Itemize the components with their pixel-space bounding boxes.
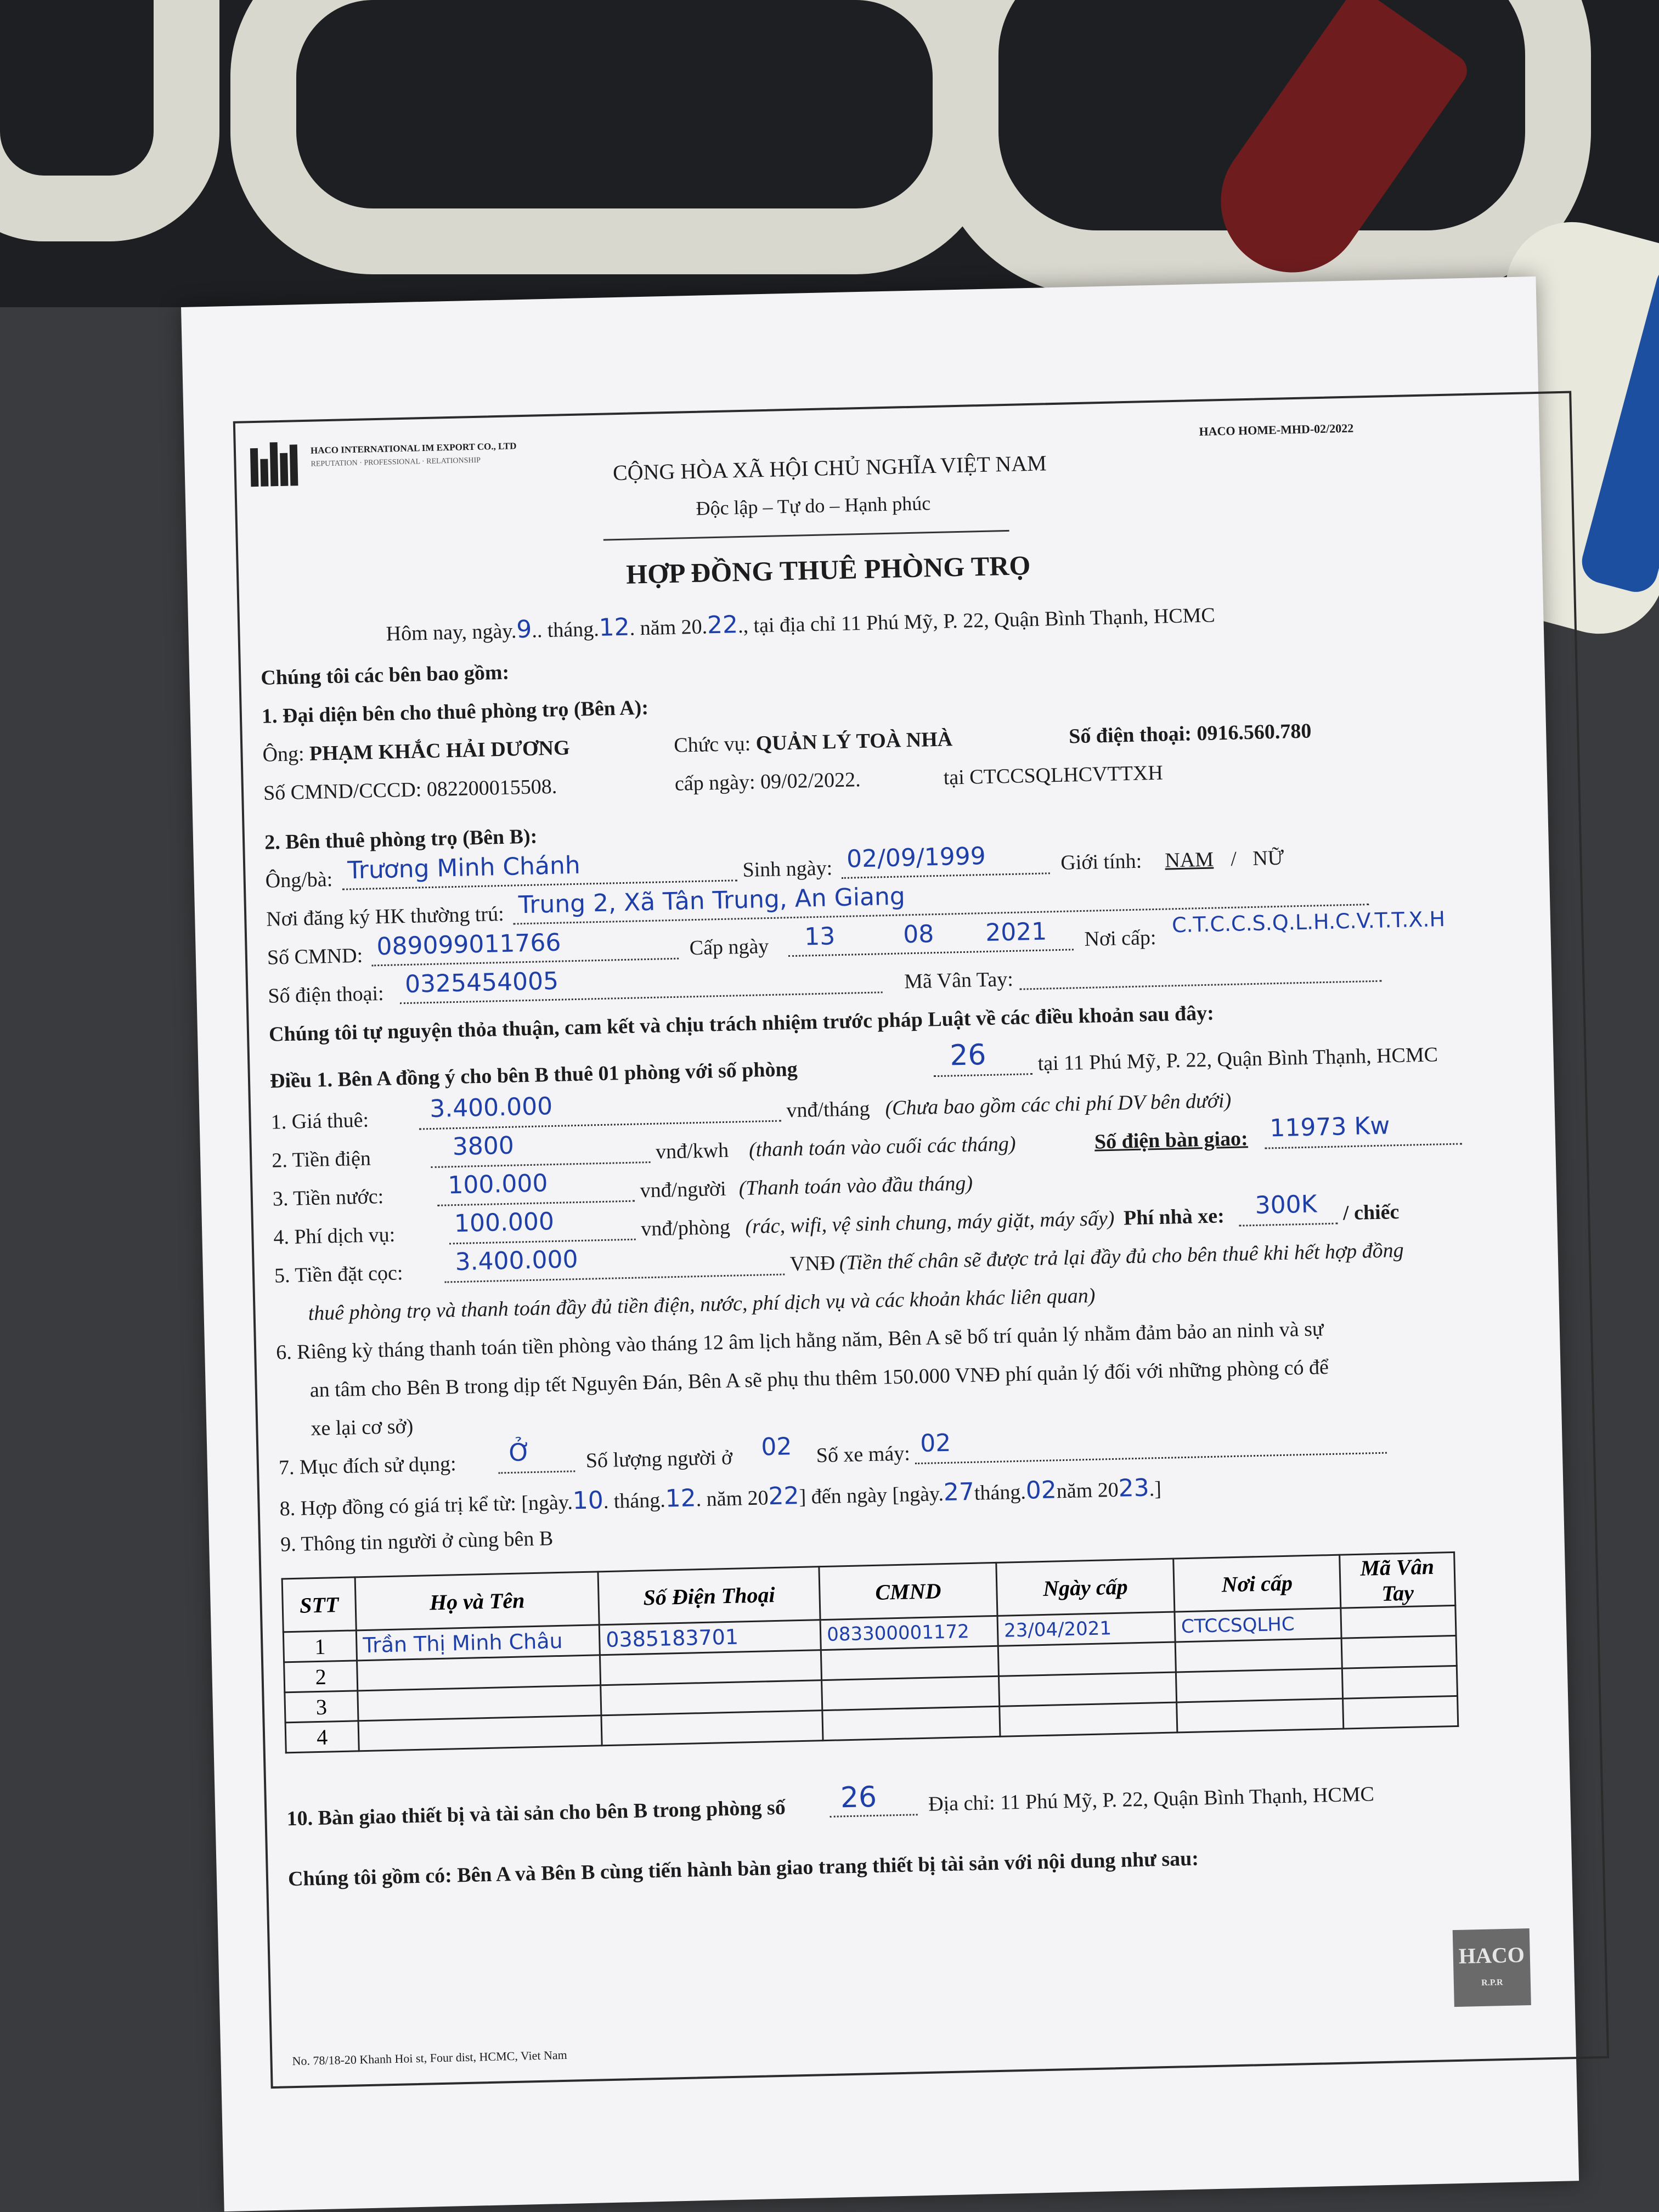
footer-address: No. 78/18-20 Khanh Hoi st, Four dist, HCMC, Viet Nam: [292, 2047, 567, 2068]
water-value: 100.000: [447, 1169, 548, 1200]
intro-month: 12: [599, 613, 630, 642]
purpose-value: Ở: [508, 1438, 532, 1467]
rent-label: 1. Giá thuê:: [270, 1108, 369, 1134]
agreement-text: Chúng tôi tự nguyện thỏa thuận, cam kết và chịu trách nhiệm trước pháp Luật về các điều khoản sau đây:: [268, 1001, 1215, 1046]
cell-issued-date: [1000, 1702, 1177, 1736]
party-b-issued-year: 2021: [985, 917, 1047, 947]
vehicles-value: 02: [919, 1429, 951, 1458]
page-title: HỢP ĐỒNG THUÊ PHÒNG TRỌ: [625, 550, 1031, 590]
cell-fingerprint: [1341, 1635, 1457, 1668]
term-end-month: 02: [1025, 1476, 1057, 1505]
party-b-gender-label: Giới tính:: [1060, 849, 1142, 874]
party-b-issued-place: C.T.C.C.S.Q.L.H.C.V.T.T.X.H: [1171, 907, 1446, 938]
cell-stt: 4: [285, 1721, 359, 1753]
deposit-value: 3.400.000: [455, 1245, 579, 1277]
haco-stamp-text: HACO: [1458, 1942, 1525, 1968]
party-b-phone-label: Số điện thoại:: [268, 981, 385, 1008]
party-a-heading: 1. Đại diện bên cho thuê phòng trọ (Bên A):: [261, 696, 649, 728]
term-start-year: 22: [768, 1482, 800, 1511]
meter-label: Số điện bàn giao:: [1094, 1127, 1249, 1154]
service-note: (rác, wifi, vệ sinh chung, máy giặt, máy sấy): [744, 1206, 1115, 1239]
article1-p1: Điều 1. Bên A đồng ý cho bên B thuê 01 phòng với số phòng: [269, 1057, 798, 1093]
occupants-label: 9. Thông tin người ở cùng bên B: [280, 1527, 554, 1556]
party-b-gender-female: NỮ: [1252, 846, 1284, 870]
parking-label: Phí nhà xe:: [1123, 1204, 1225, 1230]
party-a-place: tại CTCCSQLHCVTTXH: [943, 761, 1164, 789]
term-end-day: 27: [943, 1477, 975, 1507]
col-issued-date: Ngày cấp: [996, 1559, 1175, 1616]
party-a-phone: Số điện thoại: 0916.560.780: [1068, 719, 1312, 748]
cell-name: [357, 1655, 601, 1691]
col-issued-place: Nơi cấp: [1173, 1555, 1341, 1612]
cell-stt: 3: [285, 1691, 358, 1723]
cell-id: [821, 1646, 998, 1680]
party-b-heading: 2. Bên thuê phòng trọ (Bên B):: [264, 825, 538, 854]
party-b-dob: 02/09/1999: [846, 842, 986, 873]
handover-p3: Chúng tôi gồm có: Bên A và Bên B cùng tiến hành bàn giao trang thiết bị tài sản với nội dung như sau:: [287, 1847, 1199, 1891]
party-b-issued-place-label: Nơi cấp:: [1084, 926, 1156, 951]
party-b-residence-label: Nơi đăng ký HK thường trú:: [266, 902, 505, 931]
party-b-issued-day: 13: [804, 922, 836, 951]
party-b-fingerprint-label: Mã Vân Tay:: [904, 967, 1014, 994]
tet-line-3: xe lại cơ sở): [310, 1414, 414, 1441]
deposit-unit: VNĐ: [789, 1251, 836, 1276]
cell-phone: [601, 1711, 823, 1746]
party-b-gender-male: NAM: [1164, 848, 1214, 872]
party-a-id: Số CMND/CCCD: 082200015508.: [263, 775, 557, 805]
deposit-label: 5. Tiền đặt cọc:: [274, 1261, 403, 1288]
cell-issued-place: CTCCSQLHC: [1175, 1608, 1341, 1642]
cell-fingerprint: [1343, 1696, 1458, 1729]
contract-paper: [181, 276, 1579, 2211]
water-label: 3. Tiền nước:: [272, 1185, 384, 1211]
parties-heading: Chúng tôi các bên bao gồm:: [260, 661, 510, 690]
party-b-residence: Trung 2, Xã Tân Trung, An Giang: [518, 882, 906, 919]
party-b-id: 089099011766: [376, 928, 561, 961]
rent-value: 3.400.000: [429, 1092, 553, 1124]
handover-p1: 10. Bàn giao thiết bị và tài sản cho bên B trong phòng số: [286, 1796, 786, 1831]
handover-p2: Địa chỉ: 11 Phú Mỹ, P. 22, Quận Bình Thạnh, HCMC: [928, 1782, 1375, 1816]
cell-fingerprint: [1342, 1666, 1457, 1699]
doc-code: HACO HOME-MHD-02/2022: [1199, 421, 1354, 438]
cell-name: [358, 1716, 602, 1751]
service-label: 4. Phí dịch vụ:: [273, 1223, 396, 1249]
occupants-table: [281, 1551, 1459, 1753]
cell-stt: 1: [283, 1630, 357, 1662]
party-a-position: QUẢN LÝ TOÀ NHÀ: [755, 727, 953, 755]
party-b-dob-label: Sinh ngày:: [742, 856, 833, 882]
cell-phone: [601, 1680, 822, 1716]
party-b-phone: 0325454005: [404, 967, 559, 999]
term-start-day: 10: [572, 1486, 604, 1515]
company-tagline: REPUTATION · PROFESSIONAL · RELATIONSHIP: [311, 456, 481, 469]
haco-stamp-sub: R.P.R: [1481, 1978, 1503, 1988]
cell-id: [822, 1676, 1000, 1710]
cell-name: [358, 1685, 601, 1721]
country-heading: CỘNG HÒA XÃ HỘI CHỦ NGHĨA VIỆT NAM: [612, 450, 1047, 486]
electricity-value: 3800: [452, 1131, 515, 1161]
parking-value: 300K: [1255, 1190, 1318, 1220]
intro-day: 9: [516, 615, 532, 644]
intro-year: 22: [707, 611, 738, 640]
party-b-issued-label: Cấp ngày: [689, 935, 769, 960]
handover-room: 26: [840, 1780, 877, 1815]
tet-line-2: an tâm cho Bên B trong dịp tết Nguyên Đán, Bên A sẽ phụ thu thêm 150.000 VNĐ phí quản lý đối với những phòng có để: [309, 1356, 1329, 1402]
cell-issued-place: [1177, 1699, 1344, 1733]
cell-phone: 0385183701: [599, 1620, 821, 1655]
cell-stt: 2: [284, 1661, 358, 1692]
col-id: CMND: [819, 1562, 997, 1620]
purpose-label: 7. Mục đích sử dụng:: [278, 1452, 456, 1480]
term-start-month: 12: [665, 1484, 697, 1513]
cell-issued-date: [998, 1672, 1176, 1706]
term-row: 8. Hợp đồng có giá trị kể từ: [ngày.10. tháng.12. năm 2022] đến ngày [ngày.27tháng.02năm 2023.]: [279, 1474, 1162, 1521]
cell-issued-date: 23/04/2021: [997, 1612, 1175, 1646]
rent-note: (Chưa bao gồm các chi phí DV bên dưới): [884, 1088, 1232, 1120]
party-b-gender-sep: /: [1230, 847, 1237, 871]
vehicles-label: Số xe máy:: [816, 1442, 911, 1468]
term-end-year: 23: [1118, 1474, 1150, 1503]
motto: Độc lập – Tự do – Hạnh phúc: [696, 492, 931, 520]
neon-lamp-left: [0, 0, 219, 241]
electricity-label: 2. Tiền điện: [271, 1147, 371, 1172]
company-logo: [250, 442, 298, 487]
water-unit: vnđ/người: [640, 1177, 727, 1203]
col-fingerprint: Mã Vân Tay: [1340, 1552, 1455, 1608]
neon-lamp-middle: [230, 0, 998, 274]
article1-p2: tại 11 Phú Mỹ, P. 22, Quận Bình Thạnh, HCMC: [1037, 1043, 1438, 1075]
service-unit: vnđ/phòng: [640, 1215, 731, 1241]
party-b-issued-month: 08: [902, 920, 934, 949]
intro-line: Hôm nay, ngày.9.. tháng.12. năm 20.22., tại địa chỉ 11 Phú Mỹ, P. 22, Quận Bình Thạnh, HCMC: [386, 603, 1216, 646]
cell-fingerprint: [1341, 1605, 1456, 1638]
people-value: 02: [760, 1432, 792, 1462]
meter-value: 11973 Kw: [1269, 1111, 1390, 1143]
party-a-name-row: Ông: PHẠM KHẮC HẢI DƯƠNG: [262, 736, 571, 766]
cell-id: 083300001172: [820, 1616, 998, 1650]
cell-phone: [600, 1650, 821, 1685]
party-a-position-row: Chức vụ: QUẢN LÝ TOÀ NHÀ: [673, 727, 953, 757]
cell-issued-date: [998, 1642, 1176, 1676]
party-a-name: PHẠM KHẮC HẢI DƯƠNG: [309, 736, 571, 765]
deposit-note-1: (Tiền thế chân sẽ được trả lại đầy đủ cho bên thuê khi hết hợp đồng: [839, 1238, 1404, 1275]
cell-name: Trần Thị Minh Châu: [356, 1625, 600, 1661]
party-a-issued: cấp ngày: 09/02/2022.: [674, 768, 861, 795]
col-phone: Số Điện Thoại: [598, 1567, 820, 1625]
cell-issued-place: [1175, 1638, 1342, 1672]
cell-id: [822, 1706, 1000, 1740]
tet-line-1: 6. Riêng kỳ tháng thanh toán tiền phòng vào tháng 12 âm lịch hằng năm, Bên A sẽ bố trí quản lý nhằm đảm bảo an ninh và sự: [275, 1317, 1324, 1364]
electricity-note: (thanh toán vào cuối các tháng): [748, 1132, 1016, 1161]
electricity-unit: vnđ/kwh: [655, 1138, 729, 1164]
company-name: HACO INTERNATIONAL IM EXPORT CO., LTD: [310, 441, 517, 456]
water-note: (Thanh toán vào đầu tháng): [738, 1171, 973, 1200]
party-b-id-label: Số CMND:: [267, 944, 363, 969]
col-stt: STT: [282, 1577, 356, 1632]
cell-issued-place: [1176, 1668, 1342, 1702]
parking-unit: / chiếc: [1342, 1200, 1400, 1225]
people-label: Số lượng người ở: [585, 1446, 733, 1472]
rent-unit: vnđ/tháng: [786, 1097, 870, 1122]
article1-room: 26: [949, 1039, 987, 1073]
party-b-name: Trương Minh Chánh: [347, 851, 581, 885]
party-b-name-label: Ông/bà:: [265, 868, 333, 893]
col-name: Họ và Tên: [355, 1572, 599, 1630]
deposit-note-2: thuê phòng trọ và thanh toán đầy đủ tiền điện, nước, phí dịch vụ và các khoản khác liên quan): [308, 1284, 1096, 1325]
haco-stamp: [1453, 1928, 1531, 2007]
service-value: 100.000: [454, 1207, 555, 1238]
